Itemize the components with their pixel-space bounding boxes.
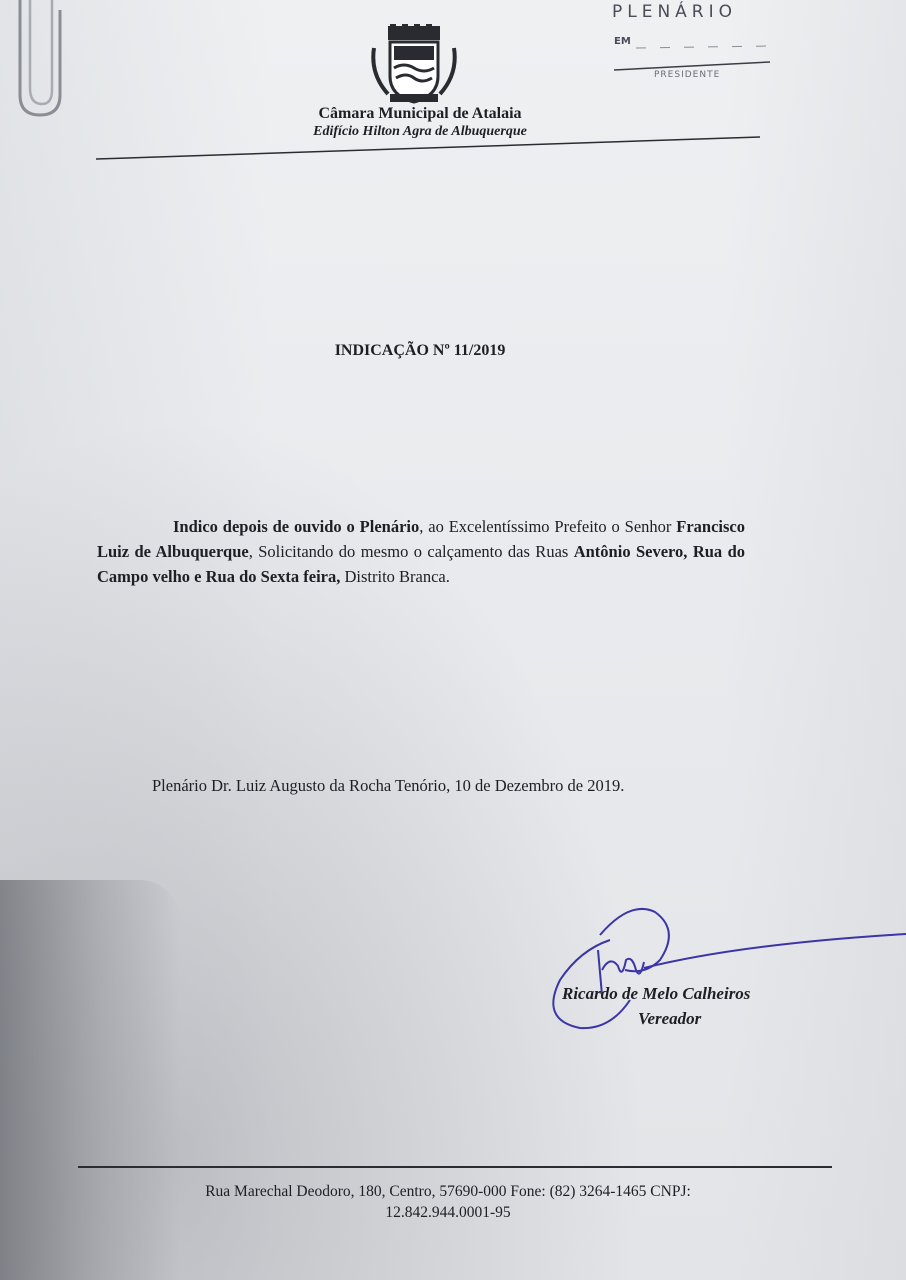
body-text-1: , ao Excelentíssimo Prefeito o Senhor [419,517,677,536]
handwritten-signature [540,900,906,1040]
body-text-3: Distrito Branca. [340,567,450,586]
body-text-2: , Solicitando do mesmo o calçamento das Ruas [248,542,574,561]
body-bold-2: Francisco Luiz de Albuquerque [97,517,745,561]
building-name: Edifício Hilton Agra de Albuquerque [313,124,527,139]
body-bold-3: Antônio Severo, Rua do Campo velho e Rua do Sexta feira, [97,542,745,586]
stamp-date-label: EM [614,36,631,47]
footer-address-line: Rua Marechal Deodoro, 180, Centro, 57690-000 Fone: (82) 3264-1465 CNPJ: [205,1183,691,1200]
document-body [97,514,745,589]
header-divider [96,135,760,161]
footer-cnpj: 12.842.944.0001-95 [385,1204,511,1221]
signatory-role: Vereador [638,1009,702,1028]
stamp-title: PLENÁRIO [612,2,738,22]
signatory-name: Ricardo de Melo Calheiros [562,984,751,1003]
institution-name: Câmara Municipal de Atalaia [318,105,522,122]
stamp-president-label: PRESIDENTE [654,70,721,80]
dateline: Plenário Dr. Luiz Augusto da Rocha Tenório, 10 de Dezembro de 2019. [152,776,625,795]
body-bold-1: Indico depois de ouvido o Plenário [173,517,420,536]
footer-address [128,1181,768,1223]
document-title: INDICAÇÃO Nº 11/2019 [334,342,506,359]
municipal-coat-of-arms-icon [368,24,460,104]
paperclip-icon [8,0,68,125]
footer-divider [78,1166,832,1168]
